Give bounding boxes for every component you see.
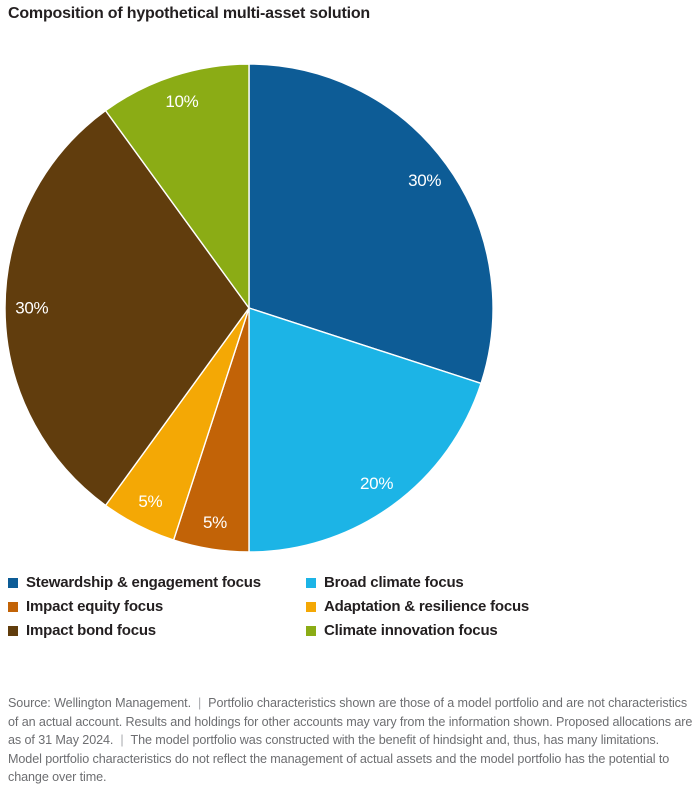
legend-item-impact-equity-focus	[8, 598, 306, 615]
pie-chart	[0, 58, 500, 558]
legend-swatch-icon	[8, 578, 18, 588]
legend-item-climate-innovation-focus	[306, 622, 529, 639]
legend-label: Adaptation & resilience focus	[324, 598, 530, 615]
legend-swatch-icon	[306, 578, 316, 588]
footnote-segment: Source: Wellington Management.	[8, 696, 191, 710]
legend-item-adaptation-resilience-focus	[306, 598, 529, 615]
legend-item-impact-bond-focus	[8, 622, 306, 639]
slice-value-label: 30%	[408, 170, 442, 190]
footnote-separator: |	[120, 733, 124, 748]
slice-value-label: 5%	[203, 513, 227, 532]
legend-swatch-icon	[306, 602, 316, 612]
legend-swatch-icon	[8, 626, 18, 636]
legend-item-stewardship-engagement-focus	[8, 574, 306, 591]
legend-item-broad-climate-focus	[306, 574, 529, 591]
slice-value-label: 20%	[360, 474, 394, 494]
legend	[8, 574, 529, 639]
legend-label: Impact equity focus	[26, 598, 164, 615]
legend-label: Impact bond focus	[26, 622, 156, 639]
slice-value-label: 5%	[138, 492, 163, 511]
legend-swatch-icon	[306, 626, 316, 636]
slice-value-label: 10%	[165, 92, 199, 111]
source-footnote	[8, 694, 696, 787]
legend-label: Stewardship & engagement focus	[26, 574, 261, 591]
chart-title: Composition of hypothetical multi-asset solution	[8, 5, 370, 22]
legend-label: Climate innovation focus	[324, 622, 498, 639]
footnote-separator: |	[197, 696, 202, 710]
footnote-segment: The model portfolio was constructed with the benefit of hindsight and, thus, has many limitations. Model portfolio characteristics do not reflect the management of actual assets and the model portfolio has the potential to change over time.	[8, 733, 670, 785]
pie-chart-svg	[0, 58, 500, 558]
slice-value-label: 30%	[15, 298, 49, 318]
legend-swatch-icon	[8, 602, 18, 612]
footnote-segment: Portfolio characteristics shown are those of a model portfolio and are not characteristics of an actual account. Results and holdings for other accounts may vary from the information shown. Proposed allocations are as of 31 May 2024.	[8, 696, 693, 748]
legend-label: Broad climate focus	[324, 574, 464, 591]
